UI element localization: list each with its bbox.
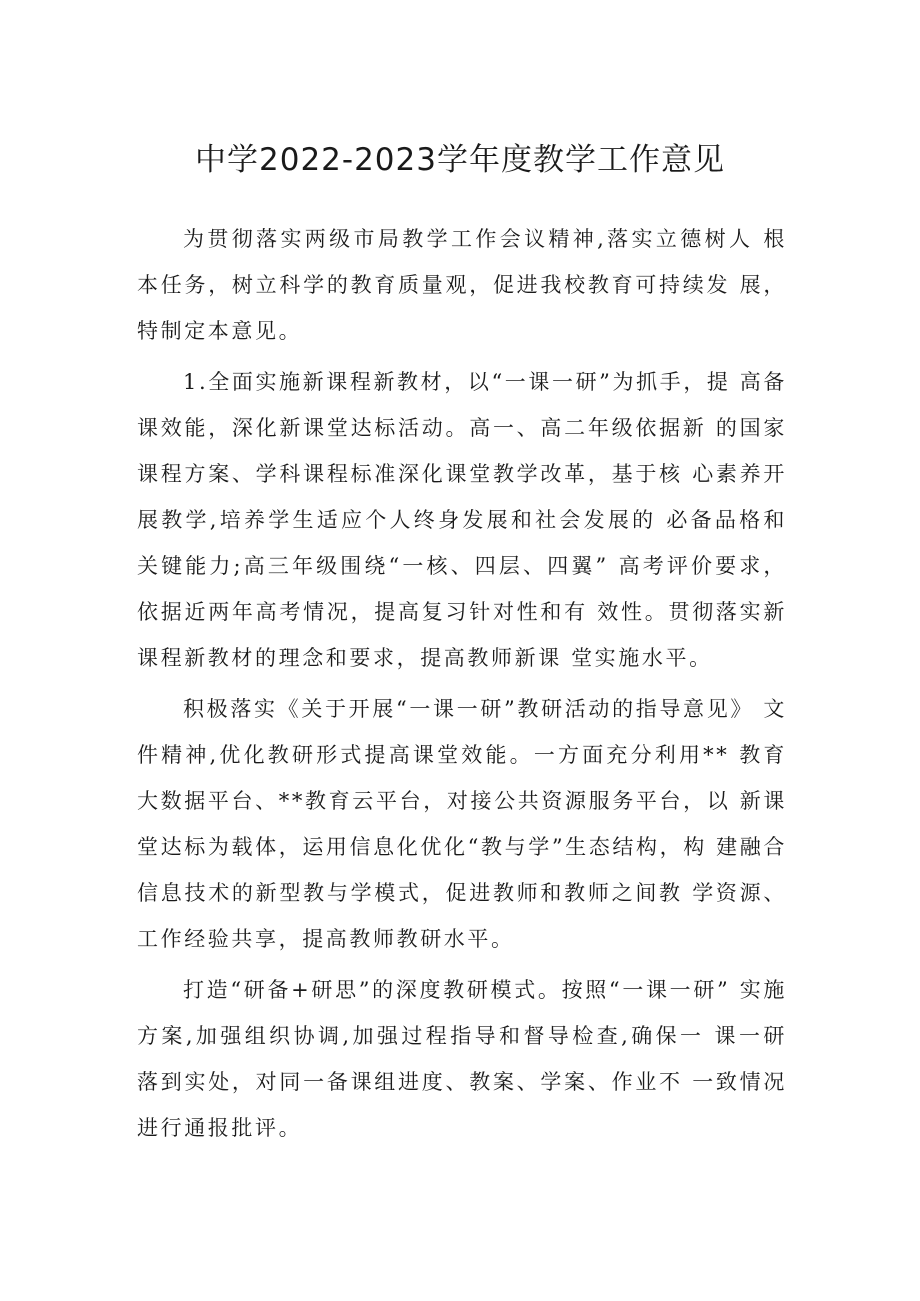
document-body <box>137 216 787 1156</box>
paragraph-teaching-research: 积极落实《关于开展“一课一研”教研活动的指导意见》 文件精神,优化教研形式提高课堂效能。一方面充分利用** 教育大数据平台、**教育云平台，对接公共资源服务平台，以 新课堂达标为载体，运用信息化优化“教与学”生态结构，构 建融合信息技术的新型教与学模式，促进教师和教师之间教 学资源、工作经验共享，提高教师教研水平。 <box>137 697 787 951</box>
paragraph-item-1: 1.全面实施新课程新教材，以“一课一研”为抓手，提 高备课效能，深化新课堂达标活动。高一、高二年级依据新 的国家课程方案、学科课程标准深化课堂教学改革，基于核 心素养开展教学,培养学生适应个人终身发展和社会发展的 必备品格和关键能力;高三年级围绕“一核、四层、四翼” 高考评价要求，依据近两年高考情况，提高复习针对性和有 效性。贯彻落实新课程新教材的理念和要求，提高教师新课 堂实施水平。 <box>137 370 787 670</box>
paragraph-deep-research-model: 打造“研备+研思”的深度教研模式。按照“一课一研” 实施方案,加强组织协调,加强过程指导和督导检查,确保一 课一研落到实处，对同一备课组进度、教案、学案、作业不 一致情况进行通报批评。 <box>137 978 787 1140</box>
document-title: 中学2022-2023学年度教学工作意见 <box>195 142 725 178</box>
paragraph-intro: 为贯彻落实两级市局教学工作会议精神,落实立德树人 根本任务，树立科学的教育质量观，促进我校教育可持续发 展，特制定本意见。 <box>137 227 787 343</box>
